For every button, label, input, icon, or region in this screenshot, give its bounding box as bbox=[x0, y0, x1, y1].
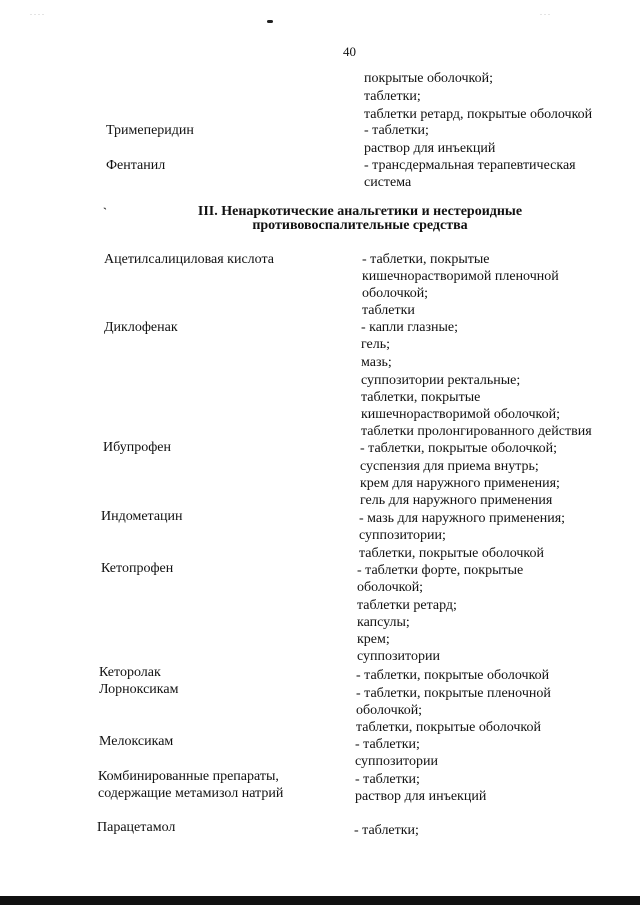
form-line: таблетки bbox=[362, 303, 415, 318]
section-title-line: противовоспалительные средства bbox=[252, 218, 468, 233]
form-line: суппозитории ректальные; bbox=[361, 373, 521, 388]
drug-name: Мелоксикам bbox=[99, 734, 174, 749]
scan-bottom-edge bbox=[0, 896, 640, 905]
form-line: кишечнорастворимой пленочной bbox=[362, 269, 559, 284]
page-number: 40 bbox=[343, 44, 356, 59]
form-line: - капли глазные; bbox=[361, 320, 459, 335]
form-line: мазь; bbox=[361, 355, 392, 370]
form-line: - таблетки, покрытые bbox=[362, 252, 490, 267]
form-line: - таблетки; bbox=[354, 823, 419, 838]
form-line: раствор для инъекций bbox=[364, 141, 496, 156]
section-title bbox=[150, 205, 570, 233]
drug-name-continued: содержащие метамизол натрий bbox=[98, 786, 284, 801]
form-line: раствор для инъекций bbox=[355, 789, 487, 804]
drug-name: Диклофенак bbox=[104, 320, 178, 335]
form-line: - таблетки; bbox=[355, 772, 420, 787]
form-line: таблетки ретард; bbox=[357, 598, 457, 613]
drug-name: Индометацин bbox=[101, 509, 183, 524]
section-title-line: III. Ненаркотические анальгетики и нестероидные bbox=[197, 204, 523, 219]
form-line: суспензия для приема внутрь; bbox=[360, 459, 539, 474]
form-line: суппозитории bbox=[355, 754, 438, 769]
drug-name: Лорноксикам bbox=[99, 682, 179, 697]
form-line: система bbox=[364, 175, 412, 190]
scan-tick-mark: ` bbox=[103, 205, 107, 219]
scan-smudge bbox=[267, 20, 273, 23]
form-line: гель; bbox=[361, 337, 391, 352]
form-line: таблетки пролонгированного действия bbox=[361, 424, 592, 439]
form-line: суппозитории bbox=[357, 649, 440, 664]
drug-name: Тримеперидин bbox=[106, 123, 194, 138]
form-line: - таблетки форте, покрытые bbox=[357, 563, 524, 578]
form-line: оболочкой; bbox=[357, 580, 424, 595]
form-line: покрытые оболочкой; bbox=[364, 71, 494, 86]
drug-name: Комбинированные препараты, bbox=[98, 769, 279, 784]
form-line: кишечнорастворимой оболочкой; bbox=[361, 407, 560, 422]
form-line: таблетки ретард, покрытые оболочкой bbox=[364, 107, 593, 122]
form-line: гель для наружного применения bbox=[360, 493, 553, 508]
form-line: суппозитории; bbox=[359, 528, 446, 543]
form-line: таблетки, покрытые bbox=[361, 390, 481, 405]
form-line: таблетки, покрытые оболочкой bbox=[356, 720, 542, 735]
form-line: - таблетки, покрытые пленочной bbox=[356, 686, 551, 701]
form-line: таблетки, покрытые оболочкой bbox=[359, 546, 545, 561]
form-line: - мазь для наружного применения; bbox=[359, 511, 566, 526]
form-line: - таблетки, покрытые оболочкой; bbox=[360, 441, 558, 456]
scan-noise: . . . . bbox=[30, 8, 44, 17]
form-line: - таблетки, покрытые оболочкой bbox=[356, 668, 550, 683]
form-line: крем; bbox=[357, 632, 390, 647]
drug-name: Кеторолак bbox=[99, 665, 161, 680]
form-line: - трансдермальная терапевтическая bbox=[364, 158, 576, 173]
form-line: оболочкой; bbox=[356, 703, 423, 718]
drug-name: Ацетилсалициловая кислота bbox=[104, 252, 274, 267]
form-line: крем для наружного применения; bbox=[360, 476, 560, 491]
form-line: таблетки; bbox=[364, 89, 421, 104]
form-line: - таблетки; bbox=[355, 737, 420, 752]
scan-noise: . . . bbox=[540, 8, 550, 17]
drug-name: Парацетамол bbox=[97, 820, 176, 835]
drug-name: Кетопрофен bbox=[101, 561, 174, 576]
form-line: - таблетки; bbox=[364, 123, 429, 138]
form-line: оболочкой; bbox=[362, 286, 429, 301]
drug-name: Фентанил bbox=[106, 158, 166, 173]
drug-name: Ибупрофен bbox=[103, 440, 171, 455]
form-line: капсулы; bbox=[357, 615, 410, 630]
